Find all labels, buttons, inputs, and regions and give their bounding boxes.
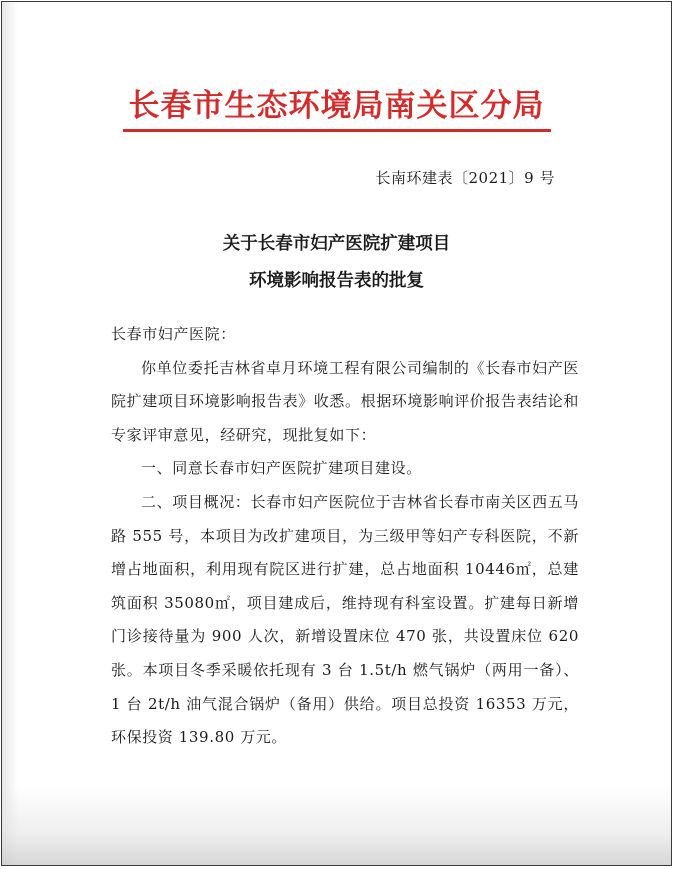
- title-line-2: 环境影响报告表的批复: [249, 271, 424, 291]
- paragraph-intro: 你单位委托吉林省卓月环境工程有限公司编制的《长春市妇产医院扩建项目环境影响报告表》收悉。根据环境影响评价报告表结论和专家评审意见，经研究，现批复如下：: [111, 358, 580, 444]
- paragraph-item-2: 二、项目概况：长春市妇产医院位于吉林省长春市南关区西五马路 555 号，本项目为改扩建项目，为三级甲等妇产专科医院，不新增占地面积，利用现有院区进行扩建，总占地面积 10446㎡，总建筑面积 35080㎡，项目建成后，维持现有科室设置。扩建每日新增门诊接待量为 900 人次，新增设置床位 470 张，共设置床位 620 张。本项目冬季采暖依托现有 3 台 1.5t/h 燃气锅炉（两用一备）、1 台 2t/h 油气混合锅炉（备用）供给。项目总投资 16353 万元，环保投资 139.80 万元。: [111, 492, 579, 747]
- addressee: 长春市妇产医院：: [111, 325, 236, 343]
- document-number: 长南环建表〔2021〕9 号: [375, 169, 555, 187]
- document-page: [1, 1, 672, 866]
- document-body: [111, 318, 579, 755]
- organization-name: 长春市生态环境局南关区分局: [123, 86, 551, 132]
- scan-bottom-shadow: [2, 785, 671, 865]
- paragraph-item-1: 一、同意长春市妇产医院扩建项目建设。: [141, 459, 422, 478]
- document-title: [2, 226, 671, 300]
- letterhead: [2, 86, 671, 132]
- title-line-1: 关于长春市妇产医院扩建项目: [222, 234, 451, 254]
